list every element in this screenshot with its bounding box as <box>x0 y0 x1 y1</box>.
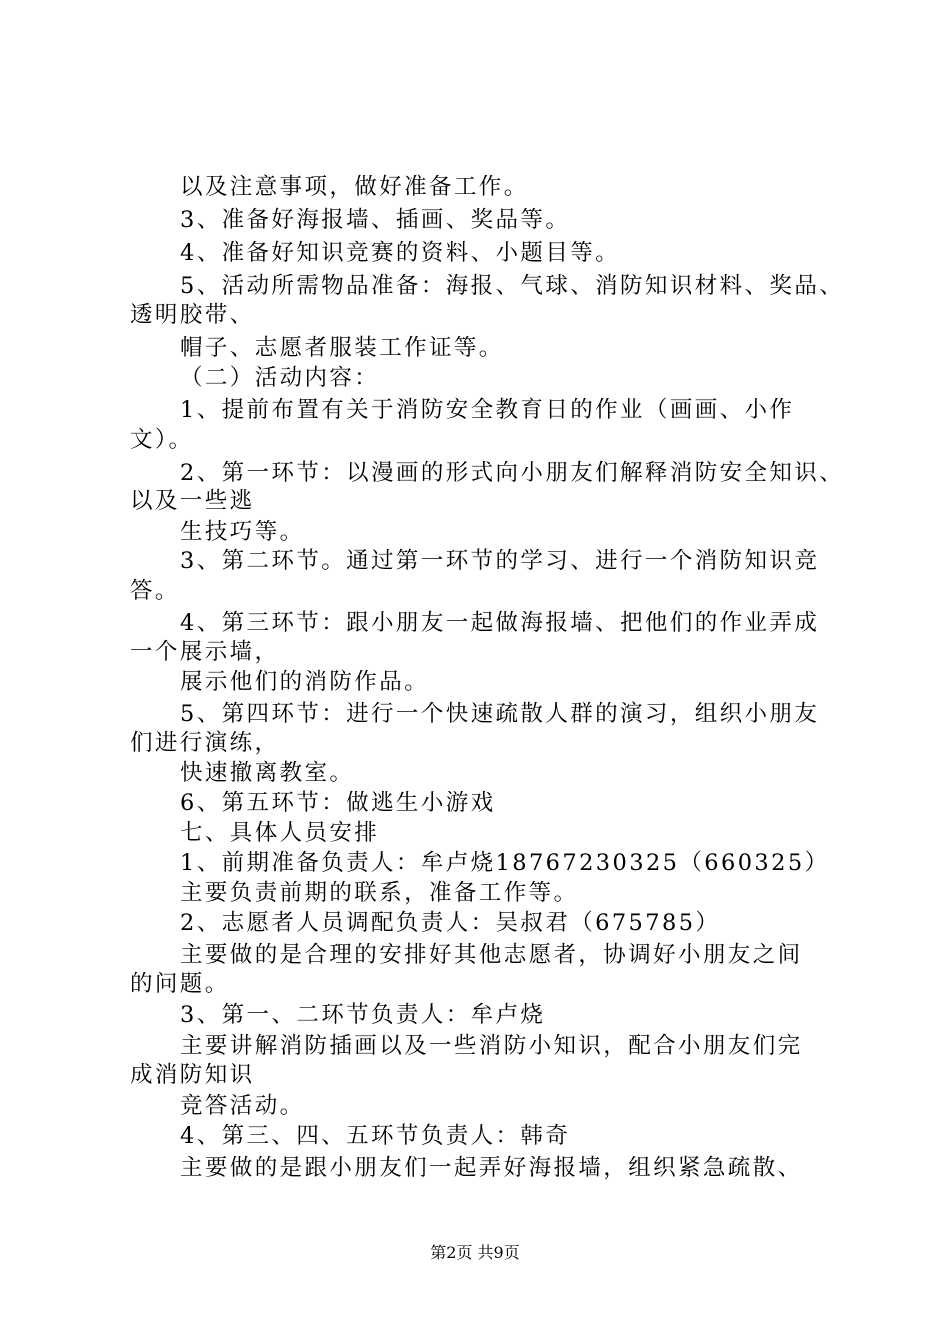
text-line: 主要做的是合理的安排好其他志愿者，协调好小朋友之间 <box>180 942 803 968</box>
text-line: 4、第三、四、五环节负责人：韩奇 <box>180 1123 571 1149</box>
text-line: 6、第五环节：做逃生小游戏 <box>180 790 496 816</box>
text-line: 以及一些逃 <box>130 488 255 514</box>
text-line: 竞答活动。 <box>180 1093 305 1119</box>
text-line: 3、准备好海报墙、插画、奖品等。 <box>180 207 571 233</box>
text-line: 4、第三环节：跟小朋友一起做海报墙、把他们的作业弄成 <box>180 610 820 636</box>
text-line: 以及注意事项，做好准备工作。 <box>180 174 529 200</box>
text-line: 答。 <box>130 578 180 604</box>
text-line: 快速撤离教室。 <box>180 760 355 786</box>
text-line: 4、准备好知识竞赛的资料、小题目等。 <box>180 240 621 266</box>
text-line: 帽子、志愿者服装工作证等。 <box>180 335 504 361</box>
section-heading: （二）活动内容： <box>180 365 380 391</box>
text-line: 的问题。 <box>130 971 230 997</box>
text-line: 们进行演练， <box>130 730 280 756</box>
text-line: 1、提前布置有关于消防安全教育日的作业（画画、小作 <box>180 397 795 423</box>
text-line: 展示他们的消防作品。 <box>180 669 430 695</box>
text-line: 2、志愿者人员调配负责人：吴叔君（675785） <box>180 910 721 936</box>
text-line: 5、第四环节：进行一个快速疏散人群的演习，组织小朋友 <box>180 701 820 727</box>
text-line: 透明胶带、 <box>130 302 255 328</box>
text-line: 主要讲解消防插画以及一些消防小知识，配合小朋友们完 <box>180 1033 803 1059</box>
text-line: 1、前期准备负责人：牟卢烧18767230325（660325） <box>180 850 830 876</box>
text-line: 3、第二环节。通过第一环节的学习、进行一个消防知识竞 <box>180 548 820 574</box>
text-line: 3、第一、二环节负责人：牟卢烧 <box>180 1002 546 1028</box>
section-heading: 七、具体人员安排 <box>180 820 380 846</box>
text-line: 一个展示墙， <box>130 639 280 665</box>
text-line: 主要负责前期的联系，准备工作等。 <box>180 880 579 906</box>
text-line: 成消防知识 <box>130 1062 255 1088</box>
text-line: 主要做的是跟小朋友们一起弄好海报墙，组织紧急疏散、 <box>180 1155 803 1181</box>
text-line: 生技巧等。 <box>180 519 305 545</box>
text-line: 2、第一环节：以漫画的形式向小朋友们解释消防安全知识、 <box>180 460 845 486</box>
text-line: 文）。 <box>130 427 194 453</box>
page-number-footer: 第2页 共9页 <box>430 1243 520 1262</box>
text-line: 5、活动所需物品准备：海报、气球、消防知识材料、奖品、 <box>180 273 845 299</box>
